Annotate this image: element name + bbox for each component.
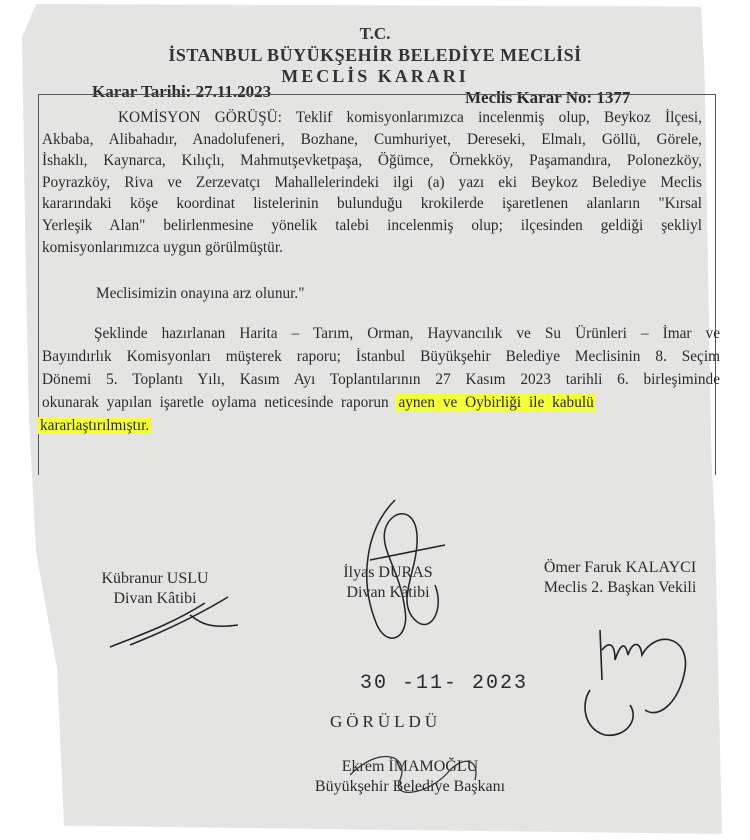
commission-line: komisyonlarımızca uygun görülmüştür. <box>42 238 283 256</box>
mayor-title: Büyükşehir Belediye Başkanı <box>314 778 506 795</box>
tc-heading: T.C. <box>359 24 391 43</box>
decision-text <box>42 322 720 437</box>
signature-2-icon <box>355 490 465 660</box>
decision-line: Şeklinde hazırlanan Harita – Tarım, Orman, Hayvancılık ve Su Ürünleri – İmar ve <box>94 325 720 342</box>
decision-number: Meclis Karar No: 1377 <box>465 88 631 107</box>
highlighted-text: kararlaştırılmıştır. <box>40 417 150 434</box>
commission-opinion <box>42 107 702 258</box>
signatory-title: Divan Kâtibi <box>346 584 430 601</box>
decision-line-text: okunarak yapılan işaretle oylama neticesinde raporun <box>42 394 389 411</box>
approval-line: Meclisimizin onayına arz olunur." <box>96 285 305 302</box>
signature-1-icon <box>100 585 250 655</box>
signatory-name: Kübranur USLU <box>101 570 209 587</box>
seen-date-stamp: 30 -11- 2023 <box>360 672 529 695</box>
highlighted-text: aynen ve Oybirliği ile kabulü <box>398 394 594 411</box>
signatory-title: Divan Kâtibi <box>113 590 197 607</box>
mayor-signature-icon <box>330 735 500 805</box>
mayor-name: Ekrem İMAMOĞLU <box>341 758 479 775</box>
doc-type-heading: MECLİS KARARI <box>281 66 469 86</box>
decision-line: Bayındırlık Komisyonları müşterek raporu; İstanbul Büyükşehir Belediye Meclisinin 8. Seçim <box>42 348 720 365</box>
institution-heading: İSTANBUL BÜYÜKŞEHİR BELEDİYE MECLİSİ <box>168 45 582 65</box>
commission-line: İshaklı, Kaynarca, Kılıçlı, Mahmutşevketpaşa, Öğümce, Örnekköy, Paşamandıra, Polonezköy, <box>42 152 702 170</box>
commission-line: KOMİSYON GÖRÜŞÜ: Teklif komisyonlarımızca incelenmiş olup, Beykoz İlçesi, <box>118 109 702 126</box>
signatory-name: İlyas DURAS <box>343 564 433 581</box>
signatory-3 <box>520 558 720 598</box>
commission-line: Yerleşik Alan" belirlenmesine yönelik talebi incelenmiş olup; ilçesinden geldiği şekliyl <box>42 216 702 234</box>
seen-stamp: GÖRÜLDÜ <box>330 712 442 731</box>
signature-3-icon <box>570 610 710 750</box>
commission-line: kararındaki köşe koordinat listelerinin bulunduğu krokilerde işaretlenen alanların "Kırsal <box>42 195 702 213</box>
decision-line: Dönemi 5. Toplantı Yılı, Kasım Ayı Toplantılarının 27 Kasım 2023 tarihli 6. birleşiminde <box>42 371 720 388</box>
commission-line: Poyrazköy, Riva ve Zerzevatçı Mahallelerindeki ilgi (a) yazı eki Beykoz Belediye Meclis <box>42 173 702 191</box>
signatory-title: Meclis 2. Başkan Vekili <box>543 579 697 596</box>
commission-line: Akbaba, Alibahadır, Anadolufeneri, Bozhane, Cumhuriyet, Dereseki, Elmalı, Göllü, Görele, <box>42 130 702 148</box>
decision-line <box>42 414 720 437</box>
decision-date: Karar Tarihi: 27.11.2023 <box>92 82 272 101</box>
signatory-name: Ömer Faruk KALAYCI <box>543 559 697 576</box>
decision-line <box>42 391 720 414</box>
